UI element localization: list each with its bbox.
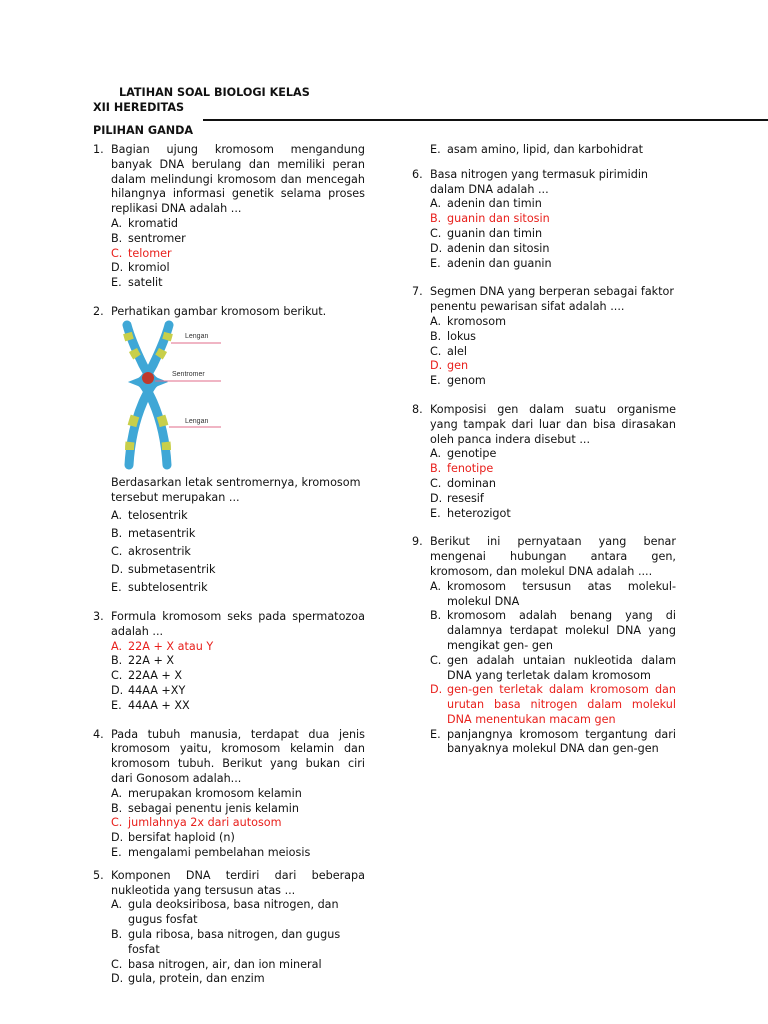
question-1 xyxy=(93,143,365,291)
option-b: B. gula ribosa, basa nitrogen, dan gugus fosfat xyxy=(111,928,341,956)
option-a: A. telosentrik xyxy=(111,509,188,523)
option-a: A. genotipe xyxy=(430,447,497,461)
option-e: E. subtelosentrik xyxy=(111,581,208,595)
option-d: D. resesif xyxy=(430,491,484,505)
centromere-dot xyxy=(142,372,154,384)
option-e: E. mengalami pembelahan meiosis xyxy=(111,846,311,860)
question-4 xyxy=(93,728,365,861)
option-b-correct: B. fenotipe xyxy=(430,462,494,476)
option-b: B. sentromer xyxy=(111,231,186,245)
option-a: A. merupakan kromosom kelamin xyxy=(111,786,302,800)
option-e: E. genom xyxy=(430,374,486,388)
question-3 xyxy=(93,610,365,714)
chromosome-figure xyxy=(111,320,261,470)
question-number: 4. xyxy=(93,727,104,741)
option-a: A. kromatid xyxy=(111,216,179,230)
option-a: A. kromosom xyxy=(430,314,506,328)
question-number: 8. xyxy=(412,402,423,416)
question-text: Pada tubuh manusia, terdapat dua jenis kromosom yaitu, kromosom kelamin dan kromosom tubuh. Berikut yang bukan ciri dari Gonosom adalah... xyxy=(111,727,365,786)
right-column xyxy=(412,143,676,771)
question-number: 5. xyxy=(93,868,104,882)
question-number: 6. xyxy=(412,167,423,181)
option-d: D. adenin dan sitosin xyxy=(430,241,550,255)
question-followup: Berdasarkan letak sentromernya, kromosom xyxy=(111,475,361,489)
question-8 xyxy=(412,403,676,521)
question-7 xyxy=(412,285,676,389)
option-c: C. basa nitrogen, air, dan ion mineral xyxy=(111,957,322,971)
question-text: Bagian ujung kromosom mengandung banyak DNA berulang dan memiliki peran dalam melindungi kromosom dan mencegah hilangnya informasi genetik selama proses replikasi DNA adalah ... xyxy=(111,143,365,216)
question-number: 7. xyxy=(412,285,423,299)
option-e: E. panjangnya kromosom tergantung dari banyaknya molekul DNA dan gen-gen xyxy=(430,727,676,756)
question-followup: tersebut merupakan ... xyxy=(111,490,240,504)
option-e: E. satelit xyxy=(111,276,163,290)
chromosome-illustration xyxy=(111,320,261,470)
option-d: D. 44AA +XY xyxy=(111,684,186,698)
option-c: C. 22AA + X xyxy=(111,669,183,683)
question-9 xyxy=(412,535,676,757)
question-text: Berikut ini pernyataan yang benar mengenai hubungan antara gen, kromosom, dan molekul DNA adalah .... xyxy=(430,535,676,578)
option-a: A. adenin dan timin xyxy=(430,197,542,211)
option-d: D. kromiol xyxy=(111,261,170,275)
question-5-continued xyxy=(412,143,676,158)
option-b: B. lokus xyxy=(430,329,477,343)
question-text: Perhatikan gambar kromosom berikut. xyxy=(111,304,327,318)
question-number: 2. xyxy=(93,304,104,318)
option-c: C. alel xyxy=(430,344,467,358)
option-d-correct: D. gen-gen terletak dalam kromosom dan urutan basa nitrogen dalam molekul DNA menentukan macam gen xyxy=(430,683,676,726)
option-d: D. gula, protein, dan enzim xyxy=(111,972,265,986)
question-text: Formula kromosom seks pada spermatozoa adalah ... xyxy=(111,610,365,638)
label-arm-bottom: Lengan xyxy=(185,417,209,425)
label-centromere: Sentromer xyxy=(172,370,205,378)
question-5 xyxy=(93,869,365,987)
label-arm-top: Lengan xyxy=(185,332,209,340)
option-b: B. sebagai penentu jenis kelamin xyxy=(111,801,299,815)
option-a: A. kromosom tersusun atas molekul-molekul DNA xyxy=(430,579,676,608)
option-c: C. guanin dan timin xyxy=(430,226,543,240)
option-e: E. 44AA + XX xyxy=(111,698,190,712)
page-subtitle: XII HEREDITAS xyxy=(93,101,185,114)
question-number: 1. xyxy=(93,143,104,156)
question-number: 9. xyxy=(412,535,423,549)
question-number: 3. xyxy=(93,610,104,624)
option-c-correct: C. jumlahnya 2x dari autosom xyxy=(111,816,282,830)
option-d-correct: D. gen xyxy=(430,359,469,373)
option-a-correct: A. 22A + X atau Y xyxy=(111,639,214,653)
question-text: Basa nitrogen yang termasuk pirimidin dalam DNA adalah ... xyxy=(430,167,649,196)
option-e: E. heterozigot xyxy=(430,506,511,520)
option-b-correct: B. guanin dan sitosin xyxy=(430,212,550,226)
option-c: C. dominan xyxy=(430,476,496,490)
question-2 xyxy=(93,305,365,596)
option-a: A. gula deoksiribosa, basa nitrogen, dan gugus fosfat xyxy=(111,898,339,927)
option-d: D. bersifat haploid (n) xyxy=(111,831,235,845)
option-c: C. gen adalah untaian nukleotida dalam DNA yang terletak dalam kromosom xyxy=(430,653,676,682)
left-column xyxy=(93,143,365,1001)
option-b: B. metasentrik xyxy=(111,527,196,541)
option-b: B. kromosom adalah benang yang di dalamnya terdapat molekul DNA yang mengikat gen- gen xyxy=(430,609,676,652)
page-title: LATIHAN SOAL BIOLOGI KELAS xyxy=(119,86,310,99)
option-e: E. adenin dan guanin xyxy=(430,256,552,270)
option-d: D. submetasentrik xyxy=(111,563,216,577)
option-e: E. asam amino, lipid, dan karbohidrat xyxy=(430,143,643,156)
question-text: Komposisi gen dalam suatu organisme yang tampak dari luar dan bisa dirasakan oleh panca indera disebut ... xyxy=(430,402,676,446)
section-heading: PILIHAN GANDA xyxy=(93,124,194,137)
question-6 xyxy=(412,168,676,272)
header-rule xyxy=(203,119,768,121)
question-text: Komponen DNA terdiri dari beberapa nukleotida yang tersusun atas ... xyxy=(111,868,365,897)
option-b: B. 22A + X xyxy=(111,654,175,668)
option-c: C. akrosentrik xyxy=(111,545,191,559)
option-c-correct: C. telomer xyxy=(111,246,172,260)
question-text: Segmen DNA yang berperan sebagai faktor penentu pewarisan sifat adalah .... xyxy=(430,285,674,314)
